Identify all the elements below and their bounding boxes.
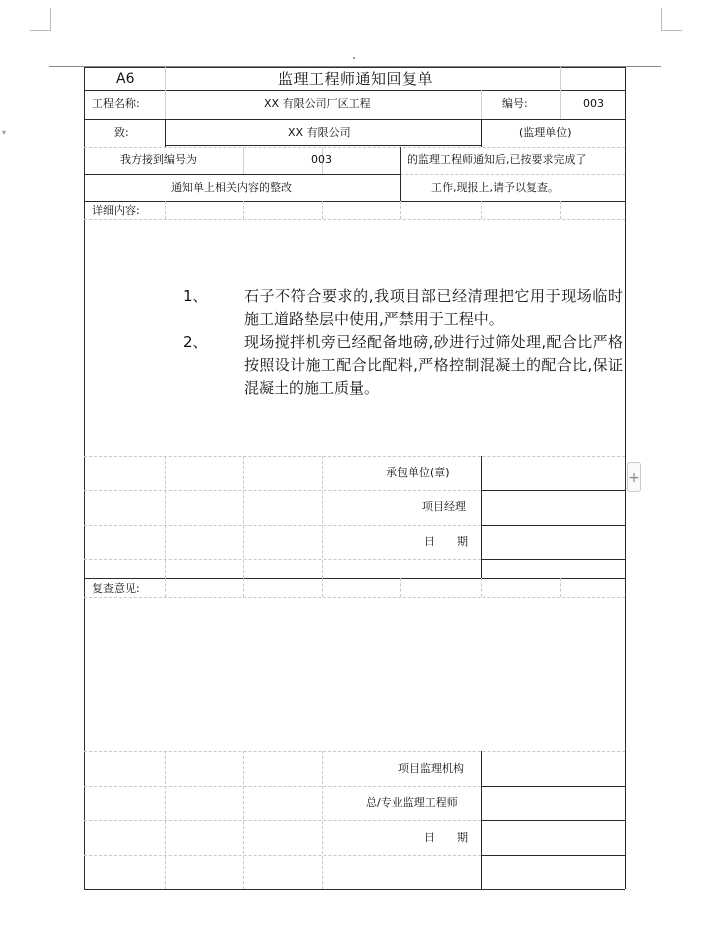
table-border-right: [625, 67, 626, 889]
table-border-left: [84, 67, 85, 889]
to-label: 致:: [114, 126, 129, 139]
col-line: [322, 578, 323, 597]
col-line: [165, 751, 166, 889]
row-line: [481, 559, 625, 560]
row-line: [481, 855, 625, 856]
row-line: [84, 490, 481, 491]
col-line: [165, 119, 166, 147]
row-line: [481, 525, 625, 526]
row-line: [481, 786, 625, 787]
date-label: 日 期: [424, 535, 468, 548]
col-line: [481, 201, 482, 219]
row-line: [481, 820, 625, 821]
rectify-text: 通知单上相关内容的整改: [171, 181, 292, 194]
row-line: [84, 147, 625, 148]
col-line: [165, 456, 166, 578]
col-line: [560, 90, 561, 119]
number-value[interactable]: 003: [583, 97, 604, 110]
table-border-bottom: [84, 889, 625, 890]
col-line: [560, 578, 561, 597]
col-line: [322, 751, 323, 889]
detail-item: [183, 331, 623, 400]
margin-arrow-icon: ▾: [2, 128, 7, 137]
form-code: A6: [116, 71, 135, 87]
row-line: [84, 219, 625, 220]
row-line: [166, 145, 481, 146]
to-unit-label: (监理单位): [519, 126, 572, 139]
row-line: [400, 174, 625, 175]
detail-item: [183, 285, 623, 331]
date-label-2: 日 期: [424, 831, 468, 844]
received-suffix: 的监理工程师通知后,已按要求完成了: [407, 153, 587, 166]
col-line: [322, 456, 323, 578]
received-prefix: 我方接到编号为: [120, 153, 197, 166]
row-line: [84, 855, 481, 856]
detail-label: 详细内容:: [92, 204, 140, 217]
row-line: [84, 597, 625, 598]
received-number[interactable]: 003: [311, 153, 332, 166]
col-line: [243, 456, 244, 578]
row-line: [84, 525, 481, 526]
row-line: [481, 490, 625, 491]
col-line: [322, 201, 323, 219]
page-corner-mark-top-left: [30, 8, 51, 31]
col-line: [243, 201, 244, 219]
project-name-value[interactable]: XX 有限公司厂区工程: [264, 97, 371, 110]
supervision-org-label: 项目监理机构: [398, 762, 464, 775]
col-line: [560, 201, 561, 219]
col-line: [481, 90, 482, 119]
row-line: [84, 174, 400, 175]
row-line: [84, 559, 481, 560]
detail-item-number: 1、: [183, 287, 208, 305]
row-line: [84, 820, 481, 821]
project-name-label: 工程名称:: [92, 97, 140, 110]
cursor-dot: [353, 57, 355, 59]
col-line: [481, 456, 482, 578]
add-row-button[interactable]: +: [627, 462, 641, 492]
col-line: [481, 119, 482, 147]
col-line: [165, 67, 166, 119]
number-label: 编号:: [502, 97, 528, 110]
col-line: [400, 201, 401, 219]
to-value[interactable]: XX 有限公司: [288, 126, 351, 139]
report-text: 工作,现报上,请予以复查。: [431, 181, 559, 194]
project-manager-label: 项目经理: [422, 500, 466, 513]
col-line: [243, 147, 244, 174]
detail-content[interactable]: [183, 285, 623, 400]
col-line: [560, 67, 561, 90]
col-line: [165, 201, 166, 219]
supervisor-label: 总/专业监理工程师: [366, 796, 458, 809]
col-line: [243, 578, 244, 597]
form-title: 监理工程师通知回复单: [278, 70, 434, 88]
detail-item-text: 石子不符合要求的,我项目部已经清理把它用于现场临时施工道路垫层中使用,严禁用于工程中。: [244, 287, 623, 328]
review-label: 复查意见:: [92, 582, 140, 595]
col-line: [481, 578, 482, 597]
col-line: [400, 147, 401, 201]
contractor-label: 承包单位(章): [386, 466, 450, 479]
col-line: [165, 578, 166, 597]
row-line: [84, 786, 481, 787]
col-line: [400, 578, 401, 597]
page-corner-mark-top-right: [661, 8, 682, 31]
detail-item-text: 现场搅拌机旁已经配备地磅,砂进行过筛处理,配合比严格按照设计施工配合比配料,严格控制混凝土的配合比,保证混凝土的施工质量。: [244, 333, 623, 397]
col-line: [243, 751, 244, 889]
col-line: [481, 751, 482, 889]
detail-item-number: 2、: [183, 333, 208, 351]
